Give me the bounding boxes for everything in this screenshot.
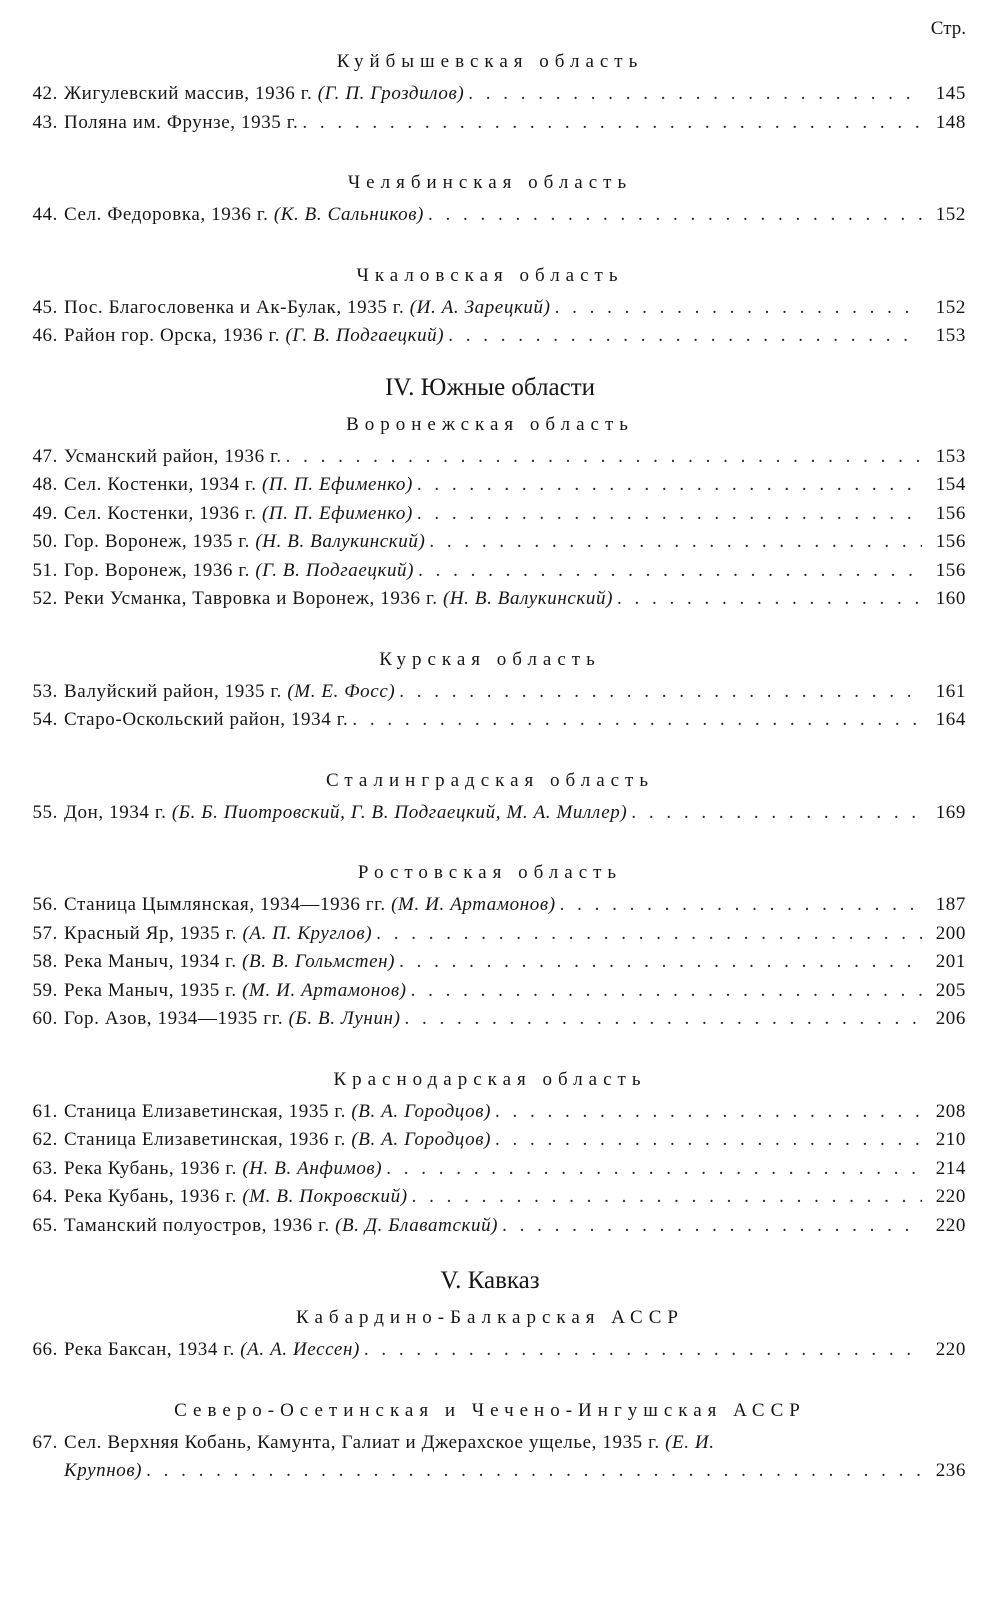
region-heading: Ростовская область (357, 862, 623, 883)
entry-page-number: 220 (935, 1186, 966, 1207)
entry-title: Таманский полуостров, 1936 г. (В. Д. Блаватский) (64, 1214, 499, 1236)
entry-author: (Е. И. (665, 1431, 715, 1453)
entry-number: 58. (32, 951, 58, 972)
dot-leader (376, 920, 922, 949)
entry-number: 66. (32, 1339, 58, 1360)
toc-entry (14, 80, 966, 109)
entry-author: (М. И. Артамонов) (391, 894, 556, 915)
entry-page-number: 152 (935, 204, 966, 225)
entry-title: Гор. Воронеж, 1935 г. (Н. В. Валукинский) (64, 531, 426, 552)
entry-number: 65. (32, 1214, 58, 1236)
dot-leader (555, 294, 922, 323)
entry-author: (М. Е. Фосс) (287, 680, 396, 702)
entry-page-number: 153 (935, 325, 966, 346)
dot-leader (364, 1336, 922, 1365)
entry-number: 53. (32, 680, 58, 702)
region-heading: Челябинская область (347, 172, 633, 193)
region-heading: Куйбышевская область (336, 51, 644, 72)
entry-page-number: 153 (935, 445, 966, 467)
entry-title: Станица Елизаветинская, 1936 г. (В. А. Городцов) (64, 1129, 491, 1150)
region-heading: Сталинградская область (325, 769, 655, 791)
toc-entry-line (14, 678, 966, 707)
region-heading: Краснодарская область (333, 1068, 647, 1090)
entry-page-number: 210 (935, 1129, 966, 1150)
entry-title: Станица Цымлянская, 1934—1936 гг. (М. И. Артамонов) (64, 894, 556, 915)
entry-author: (К. В. Сальников) (273, 204, 424, 225)
dot-leader (302, 109, 922, 138)
entry-author: (И. А. Зарецкий) (409, 296, 551, 318)
entry-number: 48. (32, 474, 58, 495)
region-heading: Воронежская область (346, 413, 634, 435)
entry-author: (П. П. Ефименко) (261, 502, 413, 524)
entry-page-number: 187 (935, 894, 966, 915)
entry-page-number: 220 (935, 1339, 966, 1360)
entry-title: Сел. Костенки, 1934 г. (П. П. Ефименко) (64, 474, 413, 495)
entry-title: Валуйский район, 1935 г. (М. Е. Фосс) (64, 680, 396, 702)
entry-number: 47. (32, 445, 58, 467)
entry-number: 59. (32, 979, 58, 1001)
entry-author: (В. Д. Блаватский) (335, 1214, 499, 1236)
entry-number: 43. (32, 111, 58, 133)
entry-number: 61. (32, 1100, 58, 1122)
region-heading: Чкаловская область (356, 264, 624, 286)
region-heading: Курская область (379, 648, 601, 670)
entry-title: Усманский район, 1936 г. (64, 445, 282, 467)
entry-title: Жигулевский массив, 1936 г. (Г. П. Гроздилов) (64, 83, 465, 104)
toc-entry-line (14, 1005, 966, 1034)
entry-page-number: 208 (935, 1100, 966, 1122)
toc-entry (14, 1098, 966, 1127)
dot-leader (502, 1212, 922, 1241)
toc-entry-line (14, 1429, 966, 1458)
toc-entry-line (14, 201, 966, 230)
entry-number: 63. (32, 1157, 58, 1179)
part-heading: V. Кавказ (440, 1267, 540, 1294)
toc-entry (14, 557, 966, 586)
entry-title: Сел. Верхняя Кобань, Камунта, Галиат и Джерахское ущелье, 1935 г. (Е. И. (64, 1431, 715, 1453)
toc-entry-line (14, 1126, 966, 1155)
entry-author: (М. В. Покровский) (242, 1186, 408, 1207)
entry-author: (Б. Б. Пиотровский, Г. В. Подгаецкий, М. А. Миллер) (171, 801, 628, 823)
toc-entry (14, 500, 966, 529)
toc-entry (14, 322, 966, 351)
region-heading: Северо-Осетинская и Чечено-Ингушская АССР (174, 1399, 806, 1421)
toc-entry (14, 678, 966, 707)
entry-page-number: 164 (935, 709, 966, 730)
entry-author: (В. А. Городцов) (351, 1100, 491, 1122)
entry-author: (В. В. Гольмстен) (242, 951, 396, 972)
toc-entry-line (14, 500, 966, 529)
toc-entry (14, 1212, 966, 1241)
entry-number: 51. (32, 559, 58, 581)
entry-page-number: 160 (935, 588, 966, 609)
entry-title: Пос. Благословенка и Ак-Булак, 1935 г. (И. А. Зарецкий) (64, 296, 551, 318)
dot-leader (495, 1098, 922, 1127)
entry-title: Река Маныч, 1935 г. (М. И. Артамонов) (64, 979, 407, 1001)
toc-entry-line (14, 1183, 966, 1212)
toc-entry-line (14, 799, 966, 828)
entry-author: (Г. П. Гроздилов) (317, 83, 465, 104)
dot-leader (448, 322, 922, 351)
dot-leader (399, 678, 922, 707)
toc-entry (14, 294, 966, 323)
toc-entry-line (14, 322, 966, 351)
dot-leader (417, 471, 922, 500)
entry-title: Сел. Костенки, 1936 г. (П. П. Ефименко) (64, 502, 413, 524)
toc-entry (14, 443, 966, 472)
toc-entry-line (14, 1155, 966, 1184)
entry-author: (А. П. Круглов) (242, 922, 373, 944)
entry-author: (П. П. Ефименко) (261, 474, 413, 495)
entry-author: (Г. В. Подгаецкий) (255, 559, 415, 581)
entry-page-number: 161 (935, 680, 966, 702)
dot-leader (631, 799, 922, 828)
toc-entry (14, 1005, 966, 1034)
toc-entry (14, 799, 966, 828)
dot-leader (352, 706, 922, 735)
entry-title: Станица Елизаветинская, 1935 г. (В. А. Городцов) (64, 1100, 491, 1122)
toc-entry (14, 1429, 966, 1486)
entry-title: Гор. Воронеж, 1936 г. (Г. В. Подгаецкий) (64, 559, 415, 581)
toc-entry (14, 585, 966, 614)
entry-title: Река Кубань, 1936 г. (Н. В. Анфимов) (64, 1157, 383, 1179)
entry-number: 55. (32, 801, 58, 823)
toc-entry (14, 706, 966, 735)
toc-entry (14, 920, 966, 949)
toc-entry-line (14, 891, 966, 920)
toc-entry-line (14, 443, 966, 472)
entry-author: (В. А. Городцов) (351, 1129, 491, 1150)
dot-leader (411, 977, 922, 1006)
toc-list (14, 50, 966, 1486)
entry-title: Красный Яр, 1935 г. (А. П. Круглов) (64, 922, 373, 944)
toc-entry-line (14, 471, 966, 500)
entry-author: (А. А. Иессен) (240, 1339, 360, 1360)
entry-page-number: 206 (935, 1008, 966, 1029)
toc-entry-line (14, 977, 966, 1006)
toc-entry (14, 1126, 966, 1155)
entry-page-number: 214 (935, 1157, 966, 1179)
entry-page-number: 152 (935, 296, 966, 318)
entry-page-number: 156 (935, 559, 966, 581)
dot-leader (412, 1183, 922, 1212)
entry-page-number: 156 (935, 502, 966, 524)
entry-number: 64. (32, 1186, 58, 1207)
entry-author: (М. И. Артамонов) (242, 979, 407, 1001)
region-heading: Кабардино-Балкарская АССР (296, 1307, 684, 1328)
toc-entry (14, 109, 966, 138)
toc-entry (14, 948, 966, 977)
dot-leader (146, 1457, 922, 1486)
entry-number: 49. (32, 502, 58, 524)
entry-author: (Г. В. Подгаецкий) (285, 325, 445, 346)
toc-entry-line (14, 585, 966, 614)
part-heading: IV. Южные области (384, 373, 596, 401)
toc-entry-line (14, 706, 966, 735)
toc-entry (14, 1183, 966, 1212)
entry-number: 54. (32, 709, 58, 730)
entry-author: (Б. В. Лунин) (288, 1008, 401, 1029)
entry-author: Крупнов) (64, 1460, 143, 1481)
toc-entry-line (14, 1212, 966, 1241)
entry-page-number: 205 (935, 979, 966, 1001)
entry-page-number: 200 (935, 922, 966, 944)
entry-title: Район гор. Орска, 1936 г. (Г. В. Подгаецкий) (64, 325, 445, 346)
entry-author: (Н. В. Валукинский) (255, 531, 426, 552)
entry-page-number: 156 (935, 531, 966, 552)
toc-entry (14, 201, 966, 230)
entry-page-number: 148 (935, 111, 966, 133)
entry-number: 56. (32, 894, 58, 915)
dot-leader (286, 443, 922, 472)
entry-page-number: 154 (935, 474, 966, 495)
toc-entry-line (14, 294, 966, 323)
toc-entry-line (14, 109, 966, 138)
entry-title: Старо-Оскольский район, 1934 г. (64, 709, 349, 730)
entry-author: (Н. В. Анфимов) (242, 1157, 383, 1179)
entry-number: 42. (32, 83, 58, 104)
toc-entry-line (14, 920, 966, 949)
entry-page-number: 220 (935, 1214, 966, 1236)
entry-author: (Н. В. Валукинский) (442, 588, 614, 609)
entry-number: 45. (32, 296, 58, 318)
entry-number: 52. (32, 588, 58, 609)
dot-leader (405, 1005, 922, 1034)
entry-number: 57. (32, 922, 58, 944)
entry-title: Гор. Азов, 1934—1935 гг. (Б. В. Лунин) (64, 1008, 401, 1029)
dot-leader (386, 1155, 922, 1184)
toc-entry-line (14, 557, 966, 586)
entry-title: Сел. Федоровка, 1936 г. (К. В. Сальников) (64, 204, 424, 225)
dot-leader (417, 500, 922, 529)
entry-page-number: 236 (935, 1460, 966, 1481)
dot-leader (495, 1126, 922, 1155)
entry-title: Река Кубань, 1936 г. (М. В. Покровский) (64, 1186, 408, 1207)
toc-entry (14, 891, 966, 920)
dot-leader (468, 80, 922, 109)
toc-entry-line (14, 1457, 966, 1486)
entry-title: Река Маныч, 1934 г. (В. В. Гольмстен) (64, 951, 396, 972)
entry-number: 46. (32, 325, 58, 346)
dot-leader (560, 891, 922, 920)
entry-number: 62. (32, 1129, 58, 1150)
toc-entry (14, 977, 966, 1006)
toc-entry (14, 528, 966, 557)
toc-entry-line (14, 528, 966, 557)
toc-entry (14, 1155, 966, 1184)
entry-title: Дон, 1934 г. (Б. Б. Пиотровский, Г. В. Подгаецкий, М. А. Миллер) (64, 801, 628, 823)
dot-leader (399, 948, 922, 977)
dot-leader (418, 557, 922, 586)
entry-title: Реки Усманка, Тавровка и Воронеж, 1936 г. (Н. В. Валукинский) (64, 588, 614, 609)
dot-leader (617, 585, 922, 614)
toc-entry-line (14, 1336, 966, 1365)
dot-leader (429, 528, 922, 557)
entry-number: 67. (32, 1431, 58, 1453)
entry-number: 60. (32, 1008, 58, 1029)
entry-title: Река Баксан, 1934 г. (А. А. Иессен) (64, 1339, 360, 1360)
entry-number: 44. (32, 204, 58, 225)
dot-leader (428, 201, 922, 230)
entry-page-number: 201 (935, 951, 966, 972)
entry-title: Поляна им. Фрунзе, 1935 г. (64, 111, 299, 133)
toc-entry-line (14, 80, 966, 109)
toc-entry-line (14, 1098, 966, 1127)
toc-entry-line (14, 948, 966, 977)
entry-page-number: 145 (935, 83, 966, 104)
entry-number: 50. (32, 531, 58, 552)
entry-page-number: 169 (935, 801, 966, 823)
page-column-header: Стр. (930, 18, 966, 39)
toc-entry (14, 471, 966, 500)
toc-entry (14, 1336, 966, 1365)
